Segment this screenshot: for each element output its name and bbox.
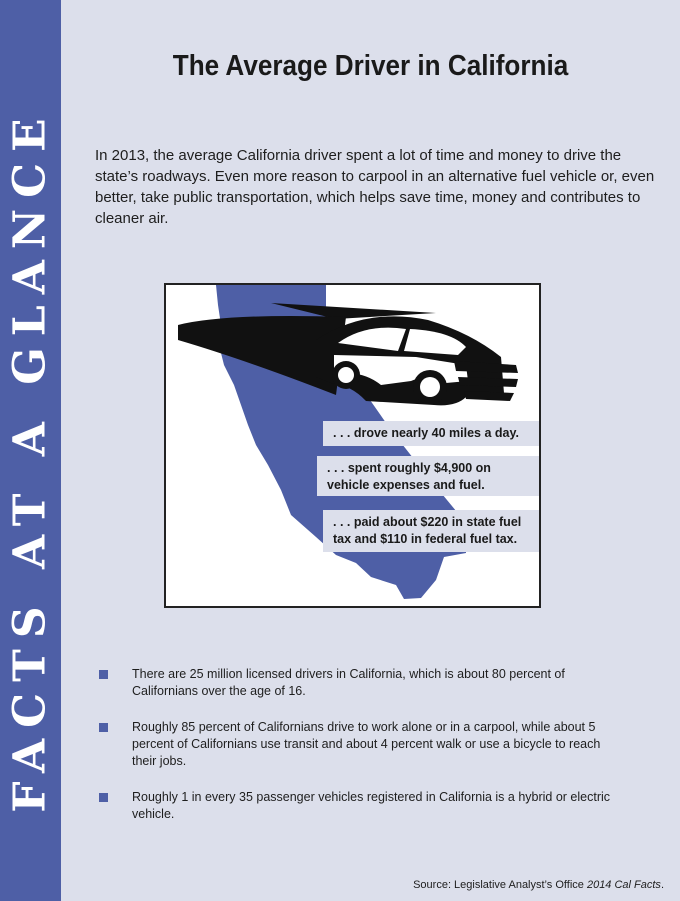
sidebar-title: FACTS AT A GLANCE	[4, 107, 56, 813]
list-item	[96, 666, 626, 700]
source-prefix: Source: Legislative Analyst’s Office	[413, 879, 587, 891]
page-title: The Average Driver in California	[172, 50, 569, 82]
callout-expenses: . . . spent roughly $4,900 on vehicle expenses and fuel.	[317, 456, 539, 496]
callout-fuel-tax: . . . paid about $220 in state fuel tax and $110 in federal fuel tax.	[323, 510, 539, 552]
source-publication: 2014 Cal Facts	[586, 879, 661, 891]
source-citation	[413, 879, 664, 891]
front-stripe-3	[464, 391, 514, 401]
square-bullet-icon	[99, 723, 108, 732]
sidebar-banner	[0, 0, 61, 901]
fact-text: Roughly 1 in every 35 passenger vehicles registered in California is a hybrid or electric vehicle.	[132, 790, 611, 821]
fact-text: There are 25 million licensed drivers in California, which is about 80 percent of Californians over the age of 16.	[132, 667, 565, 698]
source-suffix: .	[660, 879, 664, 891]
square-bullet-icon	[99, 793, 108, 802]
intro-paragraph: In 2013, the average California driver spent a lot of time and money to drive the state’s roadways. Even more reason to carpool in an alternative fuel vehicle or, even better, take public transportation, which helps save time, money and contributes to cleaner air.	[95, 147, 655, 227]
list-item	[96, 719, 626, 770]
facts-list	[96, 666, 626, 842]
fact-text: Roughly 85 percent of Californians drive to work alone or in a carpool, while about 5 percent of Californians use transit and about 4 percent walk or use a bicycle to reach their jobs.	[132, 720, 601, 768]
list-item	[96, 789, 626, 823]
square-bullet-icon	[99, 670, 108, 679]
driver-illustration	[164, 283, 541, 608]
callout-miles: . . . drove nearly 40 miles a day.	[323, 421, 539, 446]
